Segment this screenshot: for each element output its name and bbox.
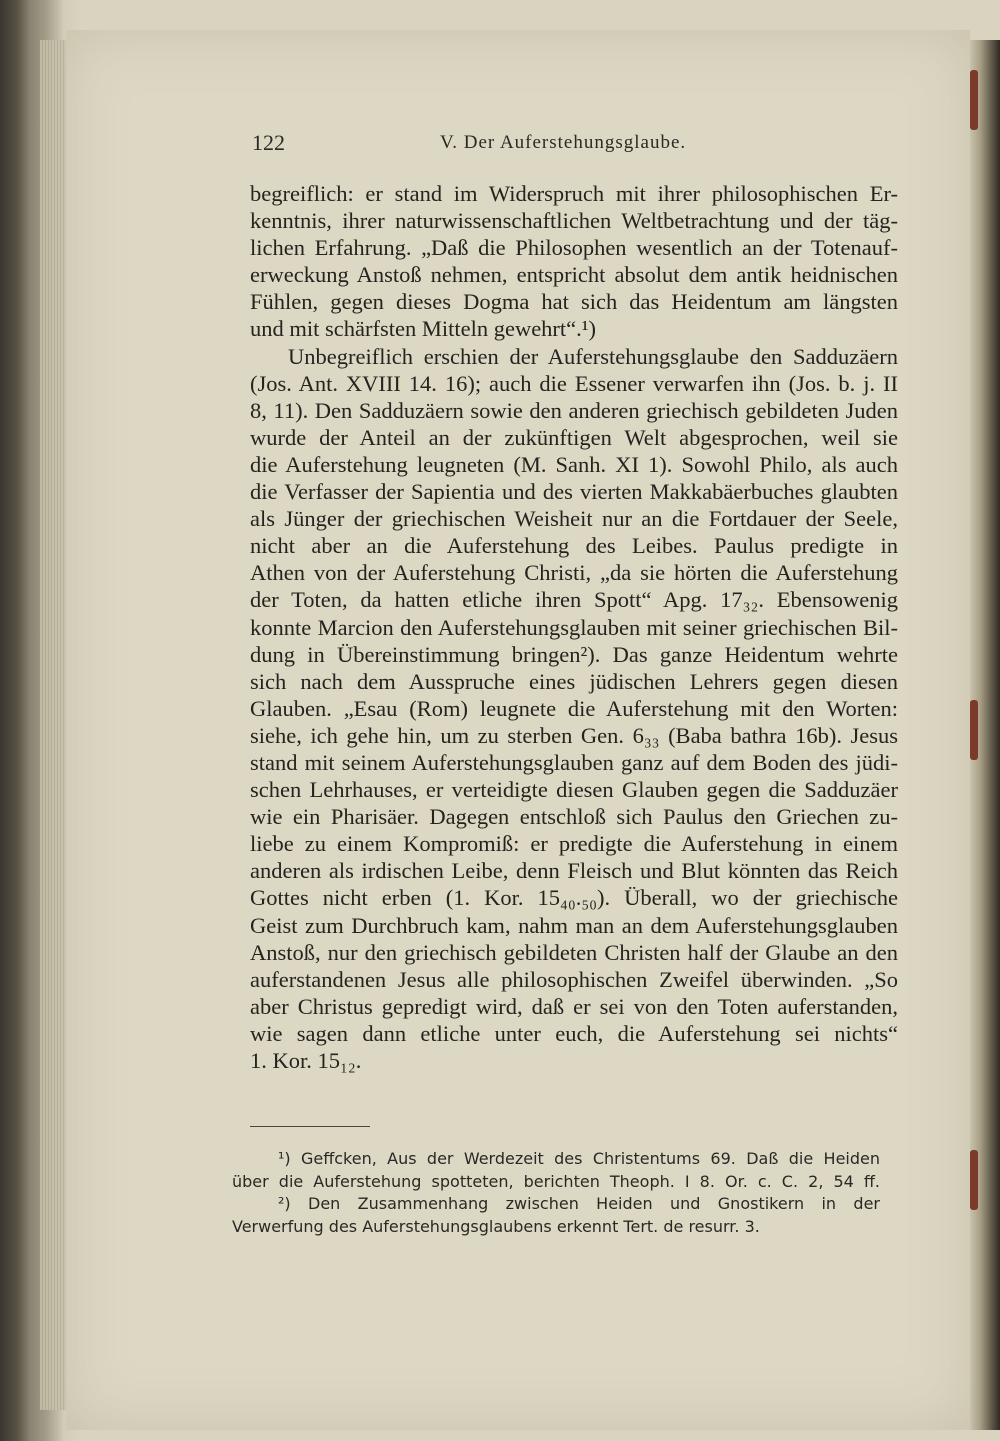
text-line: anderen als irdischen Leibe, denn Fleisch und Blut könnten das Reich [250, 858, 898, 884]
page-header [252, 130, 892, 164]
binding-mark [970, 700, 978, 760]
text-line: 8, 11). Den Sadduzäern sowie den anderen griechisch gebildeten Juden [250, 397, 898, 423]
text-line: der Toten, da hatten etliche ihren Spott“ Apg. 17₃₂. Ebensowenig [250, 587, 898, 613]
binding-mark [970, 70, 978, 130]
text-line: lichen Erfahrung. „Daß die Philosophen wesentlich an der Totenauf- [250, 235, 898, 261]
text-line: die Auferstehung leugneten (M. Sanh. XI 1). Sowohl Philo, als auch [250, 451, 898, 477]
text-line: liebe zu einem Kompromiß: er predigte die Auferstehung in einem [250, 831, 898, 857]
binding-mark [970, 1150, 978, 1210]
text-line: Glauben. „Esau (Rom) leugnete die Auferstehung mit den Worten: [250, 695, 898, 721]
text-line: Athen von der Auferstehung Christi, „da sie hörten die Auferstehung [250, 560, 898, 586]
text-line: konnte Marcion den Auferstehungsglauben mit seiner griechischen Bil- [250, 614, 898, 640]
footnote-line: ²) Den Zusammenhang zwischen Heiden und Gnostikern in der [278, 1194, 880, 1213]
text-line: erweckung Anstoß nehmen, entspricht absolut dem antik heidnischen [250, 262, 898, 288]
text-line: auferstandenen Jesus alle philosophischen Zweifel überwinden. „So [250, 966, 898, 992]
text-line: schen Lehrhauses, er verteidigte diesen Glauben gegen die Sadduzäer [250, 777, 898, 803]
text-line: siehe, ich gehe hin, um zu sterben Gen. 6₃₃ (Baba bathra 16b). Jesus [250, 722, 898, 748]
running-head: V. Der Auferstehungsglaube. [440, 132, 687, 153]
text-line: stand mit seinem Auferstehungsglauben ganz auf dem Boden des jüdi- [250, 749, 898, 775]
text-line: Geist zum Durchbruch kam, nahm man an dem Auferstehungsglauben [250, 912, 898, 938]
text-line: als Jünger der griechischen Weisheit nur an die Fortdauer der Seele, [250, 506, 898, 532]
footnote-line: Verwerfung des Auferstehungsglaubens erkennt Tert. de resurr. 3. [232, 1216, 760, 1236]
text-line: wie ein Pharisäer. Dagegen entschloß sich Paulus den Griechen zu- [250, 804, 898, 830]
text-line: begreiflich: er stand im Widerspruch mit ihrer philosophischen Er- [250, 181, 898, 206]
text-line: wurde der Anteil an der zukünftigen Welt abgesprochen, weil sie [250, 424, 898, 450]
footnote-line: über die Auferstehung spotteten, berichten Theoph. I 8. Or. c. C. 2, 54 ff. [232, 1171, 880, 1191]
body-text [250, 180, 898, 1074]
text-line: aber Christus gepredigt wird, daß er sei von den Toten auferstanden, [250, 993, 898, 1019]
text-line: wie sagen dann etliche unter euch, die Auferstehung sei nichts“ [250, 1020, 898, 1046]
text-line: nicht aber an die Auferstehung des Leibes. Paulus predigte in [250, 533, 898, 559]
text-line: Fühlen, gegen dieses Dogma hat sich das Heidentum am längsten [250, 289, 898, 315]
footnotes [232, 1148, 880, 1238]
text-line: kenntnis, ihrer naturwissenschaftlichen Weltbetrachtung und der täg- [250, 208, 898, 234]
text-line: die Verfasser der Sapientia und des vierten Makkabäerbuches glaubten [250, 479, 898, 505]
footnote-divider [250, 1126, 370, 1127]
text-line: (Jos. Ant. XVIII 14. 16); auch die Essener verwarfen ihn (Jos. b. j. II [250, 370, 898, 396]
footnote-line: ¹) Geffcken, Aus der Werdezeit des Christentums 69. Daß die Heiden [278, 1149, 880, 1168]
text-line: Gottes nicht erben (1. Kor. 15₄₀.₅₀). Überall, wo der griechische [250, 885, 898, 911]
text-line: dung in Übereinstimmung bringen²). Das ganze Heidentum wehrte [250, 641, 898, 667]
text-line: Anstoß, nur den griechisch gebildeten Christen half der Glaube an den [250, 939, 898, 965]
text-line: 1. Kor. 15₁₂. [250, 1048, 362, 1073]
page-number: 122 [252, 130, 285, 155]
text-line: Unbegreiflich erschien der Auferstehungsglaube den Sadduzäern [288, 343, 898, 369]
text-line: sich nach dem Ausspruche eines jüdischen Lehrers gegen diesen [250, 668, 898, 694]
text-line: und mit schärfsten Mitteln gewehrt“.¹) [250, 316, 597, 342]
